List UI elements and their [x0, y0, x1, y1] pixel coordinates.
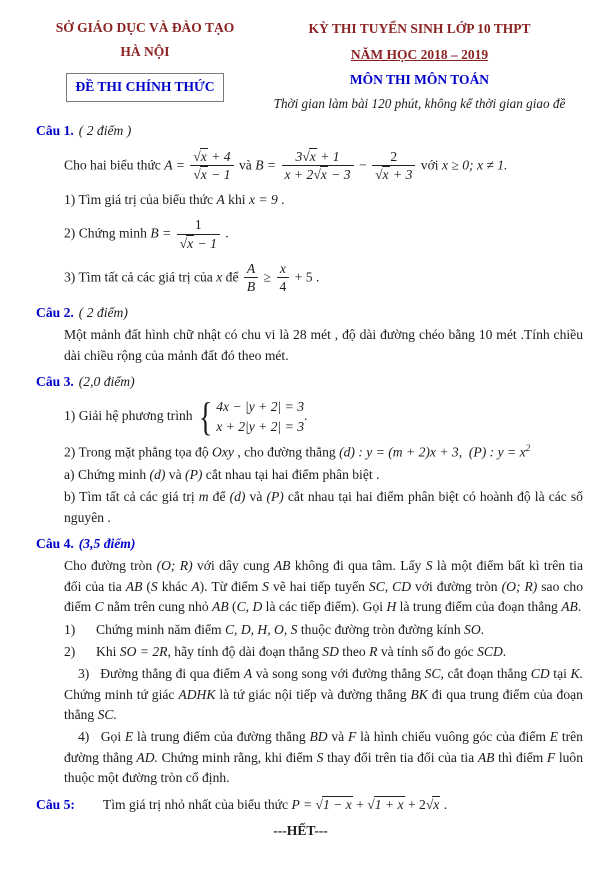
exam-year: NĂM HỌC 2018 – 2019 [350, 46, 489, 62]
q3-item-a [64, 465, 583, 485]
math-var: (O; R) [156, 558, 193, 574]
math-var: C, D, H, O, S [224, 621, 298, 637]
math-var: K. [570, 666, 583, 682]
math-var: SC. [97, 707, 117, 723]
item-number: b) [64, 489, 80, 505]
text-run: với dây cung [192, 558, 274, 574]
question-2 [36, 303, 585, 366]
q4-item-3 [64, 664, 583, 725]
item-number: 1) [64, 621, 76, 637]
question-points: (2,0 điểm) [78, 374, 135, 390]
question-3-heading [36, 372, 585, 392]
item-number: 3) [78, 666, 101, 682]
math-var: R [369, 643, 378, 659]
math-var: (d) [149, 466, 166, 482]
fraction: $\frac{1}{√x - 1}$ [177, 217, 220, 251]
math-var: (d) [229, 489, 246, 505]
header-left [36, 16, 254, 102]
question-4-heading [36, 534, 585, 554]
math-var: AD. [136, 749, 158, 765]
exam-subject: MÔN THI MÔN TOÁN [349, 72, 490, 88]
math-expression: A = [164, 157, 189, 172]
question-label: Câu 3. [36, 374, 74, 390]
math-operator: ≥ [260, 268, 275, 284]
q1-intro-formula [64, 147, 583, 185]
math-expression: B = [150, 225, 175, 241]
text-run: Chứng minh năm điểm [96, 621, 225, 637]
text-run: với đường tròn [411, 578, 502, 594]
q4-item-1 [64, 620, 583, 640]
text-run: cắt nhau tại hai điểm phân biệt có hoành độ là các số nguyên . [64, 489, 583, 525]
math-expression: SO = 2R, [119, 643, 171, 659]
text-run: . [304, 408, 308, 424]
item-number: 4) [78, 729, 101, 745]
text-run: và [245, 489, 267, 505]
math-var: CD [530, 666, 550, 682]
math-var: C [94, 599, 104, 615]
math-var: (P) [266, 489, 284, 505]
math-var: A [216, 192, 225, 207]
text-run: theo [338, 643, 370, 659]
math-var: E [549, 729, 559, 745]
question-label: Câu 1. [36, 123, 74, 139]
question-4 [36, 534, 585, 789]
question-points: (3,5 điểm) [78, 535, 136, 551]
text-run: thuộc đường tròn đường kính [297, 621, 465, 637]
text-run: luôn thuộc một đường tròn cố định. [64, 749, 583, 786]
math-var: AB [561, 599, 578, 615]
q3-item-1 [64, 394, 583, 440]
text-run: cắt đoạn thẳng [443, 666, 531, 682]
q2-body: Một mảnh đất hình chữ nhật có chu vi là 28 mét , độ dài đường chéo bằng 10 mét .Tính chiều dài chiều rộng của mảnh đất đó theo mét. [64, 327, 583, 363]
question-points: ( 2 điểm) [78, 304, 128, 320]
math-var: (P) [185, 466, 203, 482]
math-var: AB [212, 599, 229, 615]
text-run: . [502, 643, 507, 659]
text-run: Tìm tất cả các giá trị [79, 489, 199, 505]
official-exam-stamp: ĐỀ THI CHÍNH THỨC [66, 73, 225, 102]
sqrt-icon: √ [315, 796, 322, 812]
math-var: A [243, 666, 253, 682]
q1-item-1 [64, 190, 583, 210]
q4-item-4 [64, 727, 583, 788]
math-var: AB [273, 558, 291, 574]
math-var: Oxy [212, 444, 234, 460]
system-brace: { [198, 394, 213, 440]
text-run: Gọi [100, 729, 125, 745]
sqrt-icon: √ [179, 236, 187, 252]
text-run: . [577, 599, 582, 615]
math-var: SO [464, 621, 481, 637]
text-run: không đi qua tâm. Lấy [290, 558, 426, 574]
text-run: Chứng minh [78, 225, 151, 241]
text-run: ( [142, 578, 151, 594]
text-run: . [221, 225, 229, 241]
department-name: SỞ GIÁO DỤC VÀ ĐÀO TẠO [55, 20, 235, 35]
math-var: S [425, 558, 433, 574]
text-gap [462, 444, 469, 459]
math-var: S [316, 749, 324, 765]
math-var: SC, CD [368, 578, 412, 594]
text-run: và [165, 466, 186, 482]
math-var: C, D [236, 599, 263, 615]
math-expression: B = [255, 157, 280, 172]
question-2-heading [36, 303, 585, 323]
math-var: m [198, 489, 209, 505]
q5-body [103, 797, 447, 812]
text-run: Cho hai biểu thức [64, 157, 165, 172]
text-run: nằm trên cung nhỏ [103, 599, 213, 615]
item-number: 1) [64, 192, 79, 207]
math-var: AB [125, 578, 143, 594]
math-superscript: 2 [525, 442, 531, 453]
math-expression: x = 9 [248, 192, 278, 207]
exam-title: KỲ THI TUYỂN SINH LỚP 10 THPT [308, 21, 531, 36]
math-var: ADHK [178, 686, 216, 702]
math-var: F [546, 749, 556, 765]
math-var: E [124, 729, 134, 745]
text-run: vẽ hai tiếp tuyến [268, 578, 369, 594]
item-number: a) [64, 466, 78, 482]
math-condition: x ≥ 0; x ≠ 1. [441, 157, 508, 172]
department-city: HÀ NỘI [120, 44, 170, 60]
item-number: 1) [64, 408, 79, 424]
equation-system [196, 394, 305, 440]
text-run: . [277, 192, 285, 207]
text-run: là trung điểm của đoạn thẳng [396, 599, 562, 615]
text-run: + 5 . [291, 268, 320, 284]
fraction: $\frac{2}{√x + 3}$ [372, 149, 415, 183]
text-run: Tìm tất cả các giá trị của [78, 268, 217, 284]
sqrt-icon: √ [193, 148, 200, 164]
text-run: khác [157, 578, 192, 594]
q3-item-2 [64, 442, 583, 463]
question-label: Câu 5: [36, 796, 75, 812]
question-label: Câu 2. [36, 304, 74, 320]
text-run: Khi [96, 643, 120, 659]
text-run: là tứ giác nội tiếp và đường thẳng [215, 686, 411, 702]
math-var: A [191, 578, 200, 594]
text-run: ). Từ điểm [199, 578, 263, 594]
text-run: thì điểm [494, 749, 547, 765]
math-var: BD [309, 729, 328, 745]
text-run: Chứng minh tứ giác [64, 686, 179, 702]
text-run: Tìm giá trị của biểu thức [78, 192, 217, 207]
sqrt-icon: √ [375, 167, 382, 183]
text-run: hãy tính độ dài đoạn thẳng [170, 643, 323, 659]
math-var: x [216, 268, 223, 284]
text-run: Tìm giá trị nhỏ nhất của biểu thức [102, 796, 292, 812]
sqrt-icon: √ [425, 796, 433, 812]
math-expression: (P) : y = x [468, 444, 526, 460]
question-5 [36, 795, 585, 815]
math-var: (O; R) [501, 578, 538, 594]
sqrt-expression: √x [425, 796, 440, 812]
end-marker: ---HẾT--- [273, 823, 328, 839]
math-operator: − [355, 157, 371, 172]
math-expression: (d) : y = (m + 2)x + 3, [339, 444, 463, 460]
text-run: đi qua trung điểm của đoạn thẳng [64, 686, 583, 723]
math-expression: P = [291, 796, 316, 812]
text-run: để [208, 489, 230, 505]
equation: x + 2|y + 2| = 3 [216, 419, 305, 435]
math-var: BK [410, 686, 428, 702]
exam-duration: Thời gian làm bài 120 phút, không kể thời gian giao đề [273, 95, 566, 111]
sqrt-icon: √ [367, 796, 374, 812]
text-run: tại [549, 666, 571, 682]
fraction: $\frac{A}{B}$ [244, 261, 258, 295]
q4-item-2 [64, 642, 583, 662]
fraction: $\frac{3√x + 1}{x + 2√x - 3}$ [282, 149, 354, 183]
sqrt-icon: √ [313, 167, 320, 183]
text-run: là một điểm bất kì trên tia đối của tia [64, 558, 583, 594]
text-run: sao cho điểm [64, 578, 583, 615]
text-run: . [440, 796, 448, 812]
text-run: và tính số đo góc [377, 643, 478, 659]
math-var: F [348, 729, 357, 745]
text-run: là trung điểm của đường thẳng [133, 729, 310, 745]
text-run: Cho đường tròn [64, 558, 157, 574]
text-run: Chứng minh [77, 466, 150, 482]
equation: 4x − |y + 2| = 3 [216, 399, 305, 415]
math-var: AB [477, 749, 495, 765]
text-run: và [327, 729, 348, 745]
text-run: Đường thẳng đi qua điểm [100, 666, 244, 682]
question-1 [36, 121, 585, 297]
question-3 [36, 372, 585, 528]
text-run: , cho đường thẳng [233, 444, 340, 460]
question-1-heading [36, 121, 585, 141]
text-run: và song song với đường thẳng [252, 666, 425, 682]
text-run: thay đổi trên tia đối của tia [323, 749, 478, 765]
fraction: $\frac{x}{4}$ [277, 261, 290, 295]
text-run: là hình chiếu vuông góc của điểm [356, 729, 550, 745]
item-number: 2) [64, 444, 79, 460]
sqrt-expression: √1 − x [315, 796, 352, 812]
q3-item-b [64, 487, 583, 528]
math-var: H [386, 599, 397, 615]
item-number: 3) [64, 268, 79, 284]
question-5-heading [36, 795, 585, 815]
math-var: SCD [477, 643, 503, 659]
text-run: Trong mặt phẳng tọa độ [78, 444, 213, 460]
math-var: SC, [424, 666, 444, 682]
text-run: Giải hệ phương trình [78, 408, 196, 424]
question-points: ( 2 điểm ) [78, 123, 132, 139]
q4-intro [64, 556, 583, 617]
sqrt-expression: √1 + x [367, 796, 404, 812]
fraction: $\frac{√x + 4}{√x - 1}$ [190, 149, 233, 183]
q1-item-2 [64, 215, 583, 253]
math-var: S [150, 578, 158, 594]
math-operator: + [352, 796, 368, 812]
math-operator: + 2 [404, 796, 426, 812]
q1-item-3 [64, 259, 583, 297]
math-var: S [262, 578, 269, 594]
text-run: Chứng minh rằng, khi điểm [157, 749, 317, 765]
text-run: cắt nhau tại hai điểm phân biệt . [202, 466, 380, 482]
math-var: SD [322, 643, 339, 659]
text-run: với [417, 157, 442, 172]
text-run: và [235, 157, 256, 172]
header-right [254, 16, 585, 115]
item-number: 2) [64, 225, 79, 241]
text-run: để [222, 268, 242, 284]
sqrt-icon: √ [302, 148, 309, 164]
text-run: khi [224, 192, 249, 207]
text-run: trên đường thẳng [64, 729, 583, 765]
exam-header [36, 16, 585, 115]
text-run: ( [228, 599, 237, 615]
text-run: . [480, 621, 485, 637]
text-run: là các tiếp điểm). Gọi [262, 599, 387, 615]
sqrt-icon: √ [193, 167, 200, 183]
question-label: Câu 4. [36, 535, 74, 551]
item-number: 2) [64, 643, 76, 659]
